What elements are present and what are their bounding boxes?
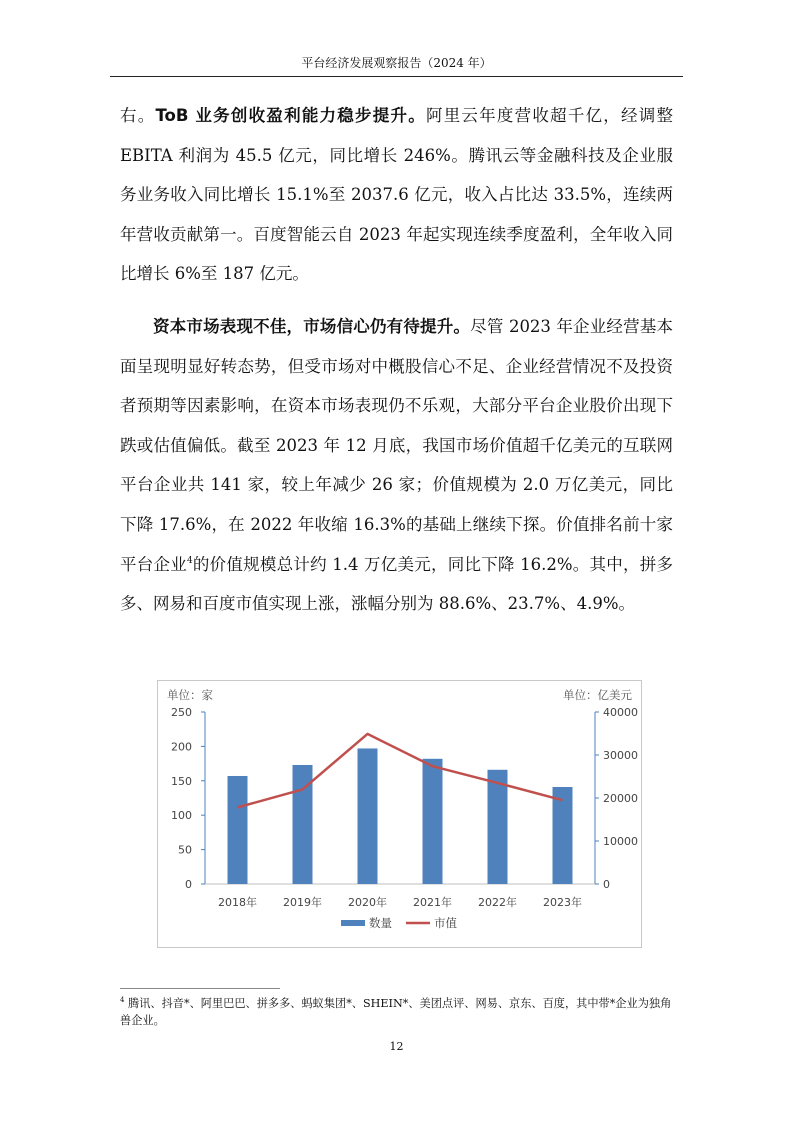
- left-axis-tick-label: 0: [185, 878, 192, 891]
- right-axis-tick-label: 20000: [603, 792, 638, 805]
- footnote-ref[interactable]: 4: [186, 555, 193, 566]
- line-market-value: [238, 734, 563, 808]
- left-axis-tick-label: 200: [171, 740, 192, 754]
- footnote-rule: [120, 988, 280, 989]
- x-axis-tick-label: 2020年: [348, 896, 387, 909]
- paragraph2-body-b: 的价值规模总计约 1.4 万亿美元，同比下降 16.2%。其中，拼多多、网易和百度市值实现上涨，涨幅分别为 88.6%、23.7%、4.9%。: [120, 554, 673, 614]
- right-axis-tick-label: 40000: [603, 706, 638, 719]
- paragraph2-heading: 资本市场表现不佳，市场信心仍有待提升。: [153, 317, 471, 336]
- left-axis-tick-label: 250: [171, 706, 192, 719]
- x-axis-tick-label: 2021年: [413, 896, 452, 909]
- x-axis-tick-label: 2018年: [218, 896, 257, 909]
- legend-label-count: 数量: [369, 916, 392, 930]
- bar-count-2: [358, 748, 378, 884]
- right-axis-unit-label: 单位：亿美元: [563, 688, 632, 702]
- platform-count-value-chart: [158, 681, 641, 947]
- legend-swatch-count: [341, 920, 365, 926]
- bar-count-3: [423, 759, 443, 884]
- paragraph1-heading: ToB 业务创收盈利能力稳步提升。: [155, 106, 426, 125]
- x-axis-tick-label: 2022年: [478, 896, 517, 909]
- bar-count-0: [228, 776, 248, 884]
- chart-legend: [341, 916, 457, 930]
- left-axis-tick-label: 100: [171, 809, 192, 823]
- left-axis-unit-label: 单位：家: [167, 688, 213, 702]
- paragraph-capital-market: [120, 307, 673, 624]
- line-series: [237, 734, 562, 808]
- footnote-number: 4: [120, 996, 125, 1004]
- right-axis-tick-label: 0: [603, 878, 610, 891]
- left-axis-tick-label: 50: [178, 843, 192, 857]
- x-axis-tick-label: 2023年: [543, 896, 582, 909]
- right-axis-tick-label: 30000: [603, 749, 638, 762]
- bar-count-4: [488, 770, 508, 884]
- chart-frame: [157, 680, 642, 948]
- footnote-text: 腾讯、抖音*、阿里巴巴、拼多多、蚂蚁集团*、SHEIN*、美团点评、网易、京东、百度，其中带*企业为独角兽企业。: [120, 997, 672, 1027]
- running-header: 平台经济发展观察报告（2024 年）: [301, 56, 492, 70]
- paragraph2-body-a: 尽管 2023 年企业经营基本面呈现明显好转态势，但受市场对中概股信心不足、企业经营情况不及投资者预期等因素影响，在资本市场表现仍不乐观，大部分平台企业股价出现下跌或估值偏低。截至 2023 年 12 月底，我国市场价值超千亿美元的互联网平台企业共 141 家，较上年减少 26 家；价值规模为 2.0 万亿美元，同比下降 17.6%，在 2022 年收缩 16.3%的基础上继续下探。价值排名前十家平台企业: [120, 317, 674, 574]
- left-axis-tick-label: 150: [171, 774, 192, 788]
- bar-count-5: [553, 787, 573, 884]
- x-axis-tick-label: 2019年: [283, 896, 322, 909]
- legend-label-value: 市值: [434, 916, 457, 930]
- footnote: [120, 995, 676, 1029]
- header-rule: [110, 76, 683, 77]
- paragraph1-lead: 右。: [120, 106, 156, 125]
- paragraph-tob-business: [120, 96, 673, 294]
- page-number: 12: [389, 1040, 404, 1053]
- paragraph1-body: 阿里云年度营收超千亿，经调整 EBITA 利润为 45.5 亿元，同比增长 246%。腾讯云等金融科技及企业服务业务收入同比增长 15.1%至 2037.6 亿元，收入占比达 33.5%，连续两年营收贡献第一。百度智能云自 2023 年起实现连续季度盈利，全年收入同比增长 6%至 187 亿元。: [120, 106, 674, 284]
- right-axis-tick-label: 10000: [603, 835, 638, 848]
- bar-series: [228, 748, 573, 884]
